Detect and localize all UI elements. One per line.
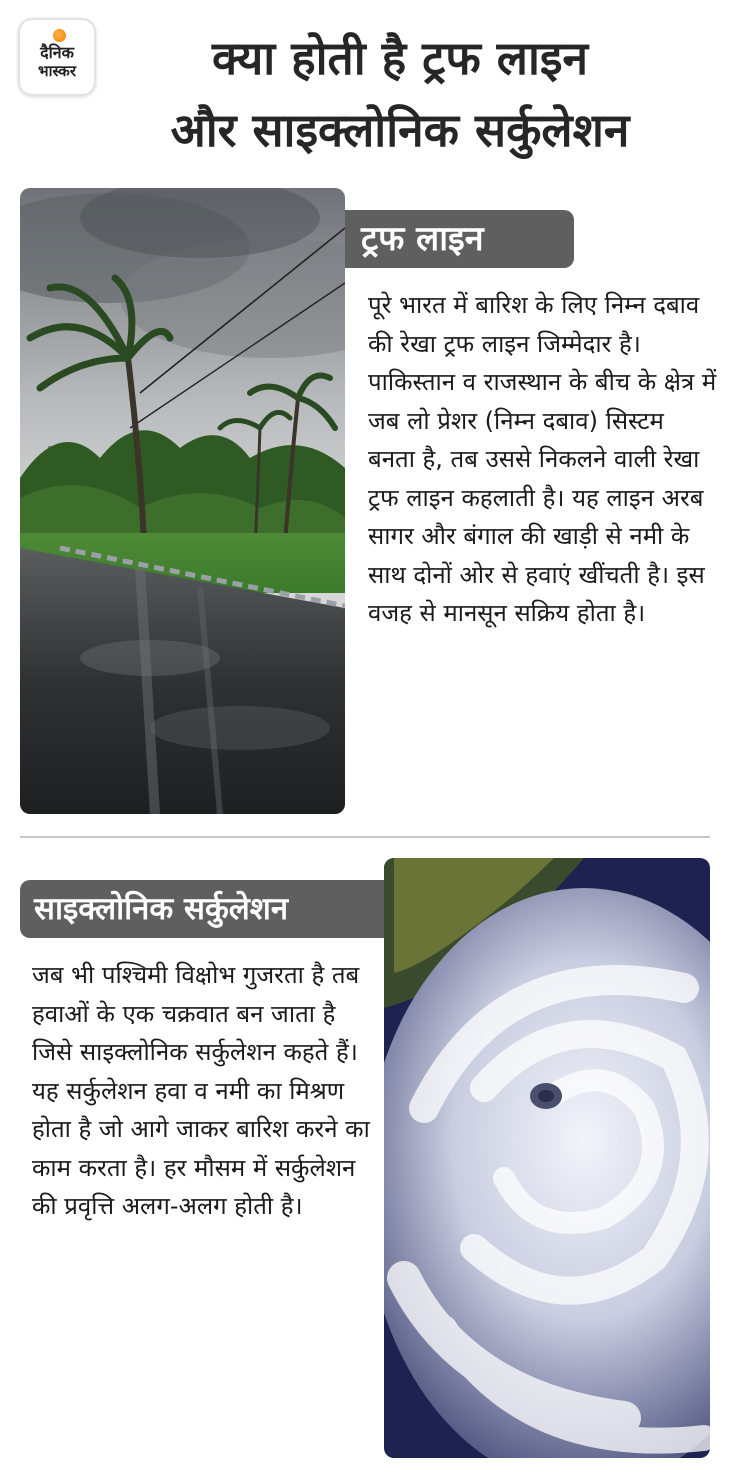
page-title-line1: क्या होती है ट्रफ लाइन — [211, 31, 589, 85]
cyclone-satellite-photo — [384, 858, 710, 1458]
trough-line-description: पूरे भारत में बारिश के लिए निम्न दबाव की रेखा ट्रफ लाइन जिम्मेदार है। पाकिस्तान व राजस्थान के बीच के क्षेत्र में जब लो प्रेशर (निम्न दबाव) सिस्टम बनता है, तब उससे निकलने वाली रेखा ट्रफ लाइन कहलाती है। यह लाइन अरब सागर और बंगाल की खाड़ी से नमी के साथ दोनों ओर से हवाएं खींचती है। इस वजह से मानसून सक्रिय होता है। — [368, 291, 717, 627]
storm-road-photo — [20, 188, 345, 814]
page-title-line2: और साइक्लोनिक सर्कुलेशन — [170, 103, 630, 157]
cyclonic-circulation-description: जब भी पश्चिमी विक्षोभ गुजरता है तब हवाओं के एक चक्रवात बन जाता है जिसे साइक्लोनिक सर्कुलेशन कहते हैं। यह सर्कुलेशन हवा व नमी का मिश्रण होता है जो आगे जाकर बारिश करने का काम करता है। हर मौसम में सर्कुलेशन की प्रवृत्ति अलग-अलग होती है। — [32, 961, 370, 1220]
logo-text-line2: भास्कर — [38, 62, 76, 80]
sun-logo-icon — [53, 29, 66, 42]
logo-text-line1: दैनिक — [40, 43, 74, 62]
section-divider — [20, 836, 710, 838]
cyclonic-circulation-heading: साइक्लोनिक सर्कुलेशन — [20, 880, 384, 938]
trough-line-heading: ट्रफ लाइन — [345, 210, 574, 268]
